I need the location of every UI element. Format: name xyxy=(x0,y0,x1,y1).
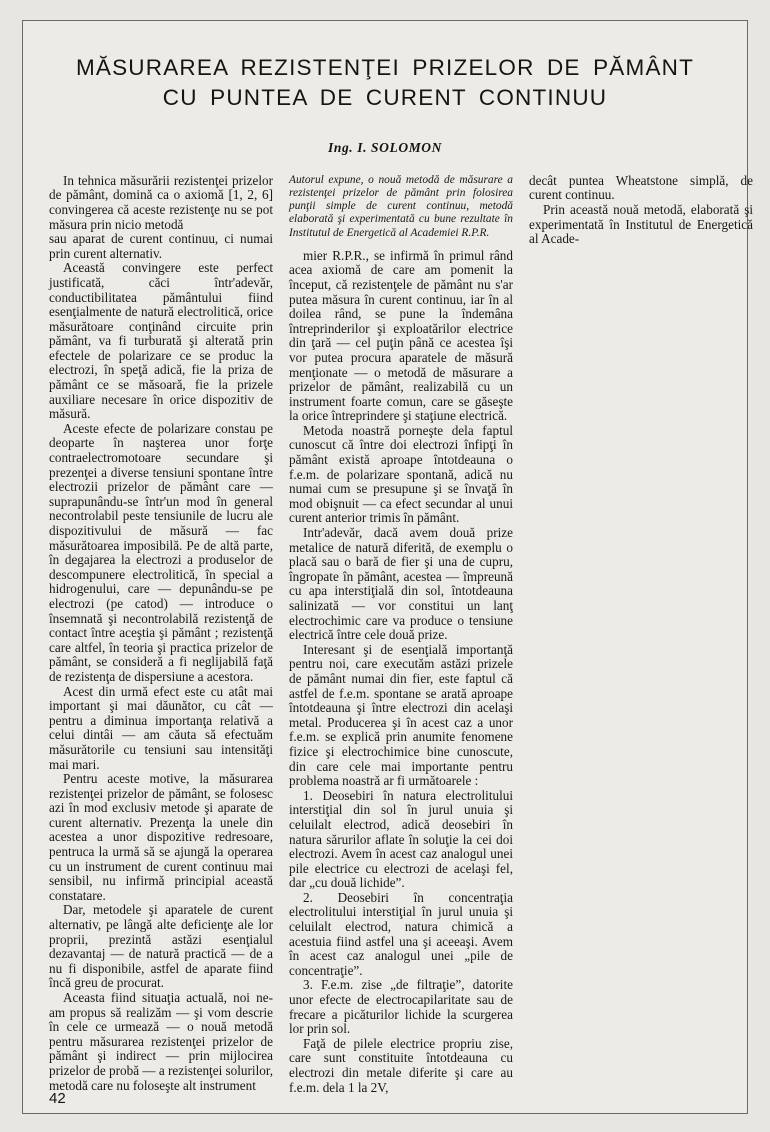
paragraph: 3. F.e.m. zise „de filtraţie”, datorite unor efecte de electrocapilaritate sau de frecare a picăturilor lichide la scurgerea lor prin sol. xyxy=(289,977,513,1037)
column-right xyxy=(529,174,753,247)
paragraph: Faţă de pilele electrice propriu zise, care sunt constituite întotdeauna cu electrozi din metale diferite şi care au f.e.m. dela 1 la 2V, xyxy=(289,1035,513,1095)
abstract-text: Autorul expune, o nouă metodă de măsurare a rezistenţei prizelor de pământ prin folosirea punţii simple de curent continuu, metodă elaborată şi experimentată cu bune rezultate în Institutul de Energetică al Academiei R.P.R. xyxy=(289,173,513,239)
paragraph: Prin această nouă metodă, elaborată şi experimentată în Institutul de Energetică al Acade- xyxy=(529,201,753,247)
paragraph: Dar, metodele şi aparatele de curent alternativ, pe lângă alte deficienţe ale lor proprii, prezintă astăzi esenţialul dezavantaj — de natură practică — de a nu fi disponibile, astfel de aparate fiind încă greu de procurat. xyxy=(49,902,273,991)
paragraph: 2. Deosebiri în concentraţia electrolitului interstiţial în jurul unuia şi celuilalt electrod, natura chimică a acestuia fiind astfel una şi aceeaşi. Avem în acest caz analogul unei „pile de concentraţie”. xyxy=(289,889,513,978)
paragraph: Interesant şi de esenţială importanţă pentru noi, care executăm astăzi prizele de pământ numai din fier, este faptul că astfel de f.e.m. spontane se arată aproape întotdeauna şi între electrozi din acelaşi metal. Producerea şi în acest caz a unor f.e.m. se explică prin anumite fenomene fizice şi electrochimice bine cunoscute, din care cele mai importante pentru problema noastră ar fi următoarele : xyxy=(289,641,513,789)
paragraph: Aceste efecte de polarizare constau pe deoparte în naşterea unor forţe contraelectromotoare secundare şi prezenţei a diverse tensiuni spontane între electrozii prizelor de pământ care — suprapunându-se într'un mod în general necontrolabil peste tensiunile de lucru ale dispozitivului de măsură — fac măsurătoarea imposibilă. Pe de altă parte, în degajarea la electrozi a produselor de descompunere electrolitică, în special a hidrogenului, care — depunându-se pe electrozi (pe catod) — introduce o însemnată şi necontrolabilă rezistenţă de contact între aceştia şi pământ ; rezistenţă care altfel, în teoria şi practica prizelor de pământ, se consideră a fi neglijabilă faţă de rezistenţa de dispersiune a acestora. xyxy=(49,420,273,684)
paragraph: Metoda noastră porneşte dela faptul cunoscut că între doi electrozi înfipţi în pământ există aproape întotdeauna o f.e.m. de polarizare spontană, adică nu numai cum se presupune şi se învaţă în mod obişnuit — ca efect secundar al unui curent anterior trimis în pământ. xyxy=(289,422,513,526)
article-body xyxy=(49,172,753,1095)
paragraph: Această convingere este perfect justificată, căci într'adevăr, conductibilitatea pământului fiind esenţialmente de natură electrolitică, orice măsurătoare conţinând circuite prin pământ, va fi turburată şi alterată prin efectele de polarizare ce se produc la electrozi, în speţă adică, fie la priza de pământ ce se măsoară, fie la prizele auxiliare necesare în orice dispozitiv de măsură. xyxy=(49,260,273,422)
paragraph: Acest din urmă efect este cu atât mai important şi mai dăunător, cu cât — pentru a diminua importanţa relativă a celui dintâi — am căuta să efectuăm măsurătorile cu tensiuni sau intensităţi mai mari. xyxy=(49,683,273,772)
page-title xyxy=(49,53,721,114)
page-frame xyxy=(22,20,753,1114)
paragraph: decât puntea Wheatstone simplă, de curent continuu. xyxy=(529,172,753,203)
paragraph: Pentru aceste motive, la măsurarea rezistenţei prizelor de pământ, se folosesc azi în mod exclusiv metode şi aparate de curent alternativ. Prezenţa la unele din acestea a unor dispozitive redresoare, pentruca la urmă să se ajungă la operarea cu un instrument de curent continuu mai sensibil, nu infirmă principial această constatare. xyxy=(49,771,273,903)
paragraph: Intr'adevăr, dacă avem două prize metalice de natură diferită, de exemplu o placă sau o bară de fier şi una de cupru, îngropate în pământ, acestea — împreună cu apa interstiţială din sol, întotdeauna salinizată — vor constitui un lanţ electrochimic care va produce o tensiune electrică între cele două prize. xyxy=(289,525,513,643)
title-line-2: CU PUNTEA DE CURENT CONTINUU xyxy=(162,85,608,111)
column-left xyxy=(49,174,273,1093)
paragraph: mier R.P.R., se infirmă în primul rând acea axiomă de care am pomenit la început, că rezistenţele de pământ nu s'ar putea măsura în curent continuu, iar în al doilea rând, se pune la îndemâna întreprinderilor şi exploatărilor electrice din ţară — cel puţin până ce acestea îşi vor putea procura aparatele de măsură menţionate — o metodă de măsurare a prizelor de pământ, realizabilă cu un instrument foarte comun, care se găseşte la orice întreprindere şi staţiune electrică. xyxy=(289,247,513,424)
paragraph: In tehnica măsurării rezistenţei prizelor de pământ, domină ca o axiomă [1, 2, 6] convingerea că aceste rezistenţe nu se pot măsura prin nicio metodă xyxy=(49,172,273,232)
paragraph: sau aparat de curent continuu, ci numai prin curent alternativ. xyxy=(49,231,273,261)
page-number: 42 xyxy=(49,1090,66,1107)
author-byline: Ing. I. SOLOMON xyxy=(327,139,443,155)
paragraph: 1. Deosebiri în natura electrolitului interstiţial din sol în jurul unuia şi celuilalt electrod, adică deosebiri în natura sărurilor aflate în soluţie la cei doi electrozi. Avem în acest caz analogul unei pile electrice cu electrozi de acelaşi fel, dar „cu două lichide”. xyxy=(289,787,513,891)
paragraph: Aceasta fiind situaţia actuală, noi ne-am propus să realizăm — şi vom descrie în cele ce urmează — o nouă metodă pentru măsurarea rezistenţei prizelor de pământ şi indirect — prin mijlocirea prizelor de probă — a rezistenţei solurilor, metodă care nu foloseşte alt instrument xyxy=(49,990,273,1093)
title-line-1: MĂSURAREA REZISTENŢEI PRIZELOR DE PĂMÂNT xyxy=(75,55,695,80)
column-middle xyxy=(289,174,513,1095)
